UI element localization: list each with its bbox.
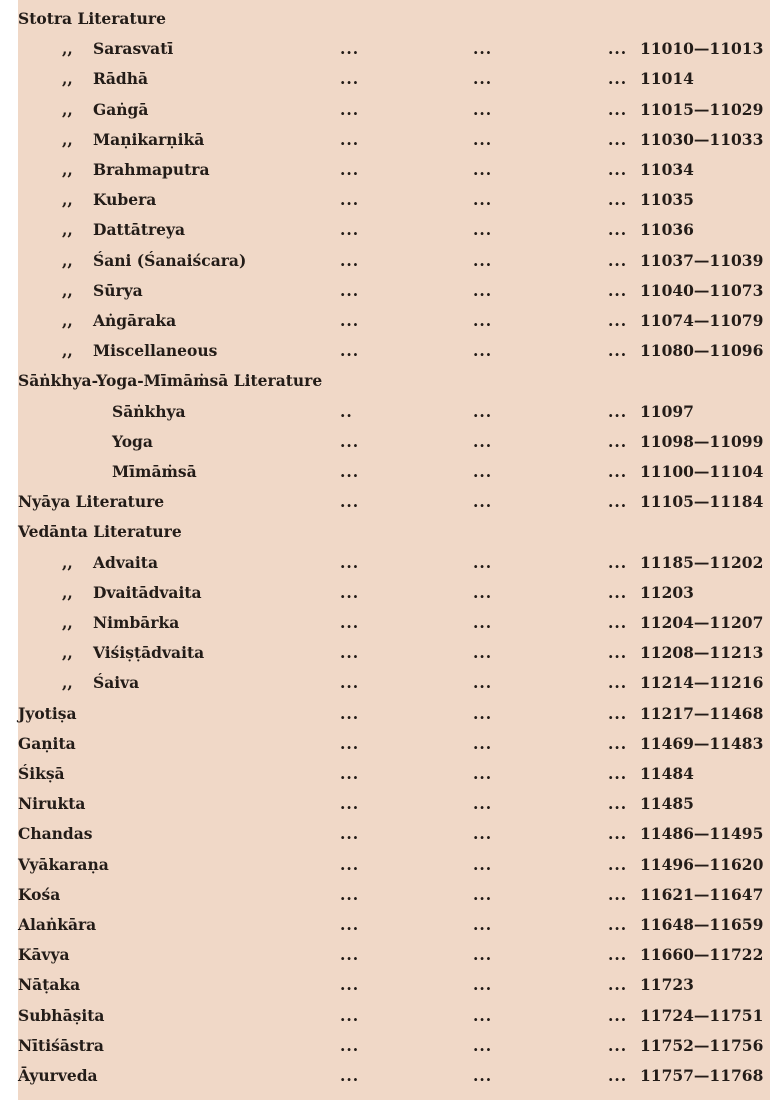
index-row: [18, 880, 770, 910]
leader-dots: ...: [473, 884, 493, 904]
entry-range: 11034: [640, 160, 694, 179]
leader-dots: ...: [340, 764, 360, 783]
leader-dots: ...: [473, 401, 493, 421]
leader-dots: ...: [473, 311, 493, 330]
leader-dots: ...: [340, 552, 360, 572]
ditto-mark: ,,: [62, 311, 73, 330]
leader-dots: ...: [340, 129, 360, 149]
index-row: [18, 759, 770, 789]
ditto-mark: ,,: [62, 69, 73, 89]
leader-dots: ...: [608, 1005, 628, 1025]
leader-dots: ...: [473, 552, 493, 572]
index-row: [18, 125, 770, 155]
index-row: [18, 638, 770, 668]
entry-label: Maṇikarṇikā: [93, 129, 205, 149]
index-row: [18, 215, 770, 245]
leader-dots: ...: [473, 129, 493, 149]
leader-dots: ...: [473, 1005, 493, 1025]
leader-dots: ...: [473, 613, 493, 632]
ditto-mark: ,,: [62, 341, 73, 361]
leader-dots: ...: [608, 99, 628, 119]
leader-dots: ...: [608, 250, 628, 270]
index-row: [18, 95, 770, 125]
ditto-mark: ,,: [62, 39, 73, 59]
index-page: [18, 0, 770, 1100]
entry-label: Gaṅgā: [93, 99, 149, 119]
index-row: [18, 427, 770, 457]
entry-label: Sāṅkhya-Yoga-Mīmāṁsā Literature: [18, 371, 323, 391]
leader-dots: ...: [473, 69, 493, 89]
leader-dots: ...: [473, 39, 493, 59]
leader-dots: ...: [473, 492, 493, 512]
leader-dots: ...: [473, 824, 493, 844]
entry-label: Yoga: [112, 431, 153, 451]
entry-range: 11040—11073: [640, 280, 764, 300]
leader-dots: ...: [473, 280, 493, 300]
leader-dots: ...: [473, 764, 493, 783]
entry-label: Śikṣā: [18, 764, 65, 783]
leader-dots: ...: [608, 462, 628, 481]
leader-dots: ...: [340, 280, 360, 300]
leader-dots: ...: [608, 794, 628, 814]
leader-dots: ...: [608, 190, 628, 210]
ditto-mark: ,,: [62, 129, 73, 149]
leader-dots: ...: [473, 975, 493, 995]
leader-dots: ...: [340, 99, 360, 119]
index-row: [18, 34, 770, 64]
entry-label: Brahmaputra: [93, 160, 210, 179]
index-row: [18, 910, 770, 940]
leader-dots: ...: [340, 462, 360, 481]
entry-label: Chandas: [18, 824, 93, 844]
leader-dots: ...: [340, 69, 360, 89]
leader-dots: ...: [473, 794, 493, 814]
leader-dots: ...: [340, 643, 360, 663]
leader-dots: ...: [340, 1035, 360, 1055]
ditto-mark: ,,: [62, 280, 73, 300]
entry-range: 11723: [640, 975, 694, 995]
entry-label: Nirukta: [18, 794, 86, 814]
leader-dots: ...: [608, 582, 628, 602]
entry-range: 11208—11213: [640, 643, 764, 663]
ditto-mark: ,,: [62, 582, 73, 602]
index-row: [18, 1031, 770, 1061]
index-row: [18, 306, 770, 336]
index-row: [18, 819, 770, 849]
leader-dots: ...: [340, 492, 360, 512]
entry-range: 11014: [640, 69, 694, 89]
entry-label: Kubera: [93, 190, 157, 210]
leader-dots: ...: [608, 492, 628, 512]
entry-label: Nimbārka: [93, 613, 180, 632]
entry-range: 11097: [640, 401, 694, 421]
entry-label: Kośa: [18, 884, 61, 904]
leader-dots: ...: [473, 341, 493, 361]
index-row: [18, 4, 770, 34]
leader-dots: ...: [340, 582, 360, 602]
leader-dots: ...: [340, 341, 360, 361]
leader-dots: ...: [340, 794, 360, 814]
index-row: [18, 850, 770, 880]
leader-dots: ...: [473, 854, 493, 874]
ditto-mark: ,,: [62, 220, 73, 240]
entry-label: Viśiṣṭādvaita: [93, 643, 205, 663]
entry-range: 11469—11483: [640, 733, 764, 753]
leader-dots: ...: [608, 431, 628, 451]
leader-dots: ...: [608, 280, 628, 300]
entry-label: Mīmāṁsā: [112, 462, 197, 481]
entry-range: 11203: [640, 582, 694, 602]
entry-label: Vedānta Literature: [18, 522, 182, 542]
leader-dots: ...: [608, 673, 628, 693]
leader-dots: ...: [340, 220, 360, 240]
entry-label: Vyākaraṇa: [18, 854, 109, 874]
leader-dots: ...: [608, 39, 628, 59]
leader-dots: ...: [608, 854, 628, 874]
leader-dots: ...: [340, 673, 360, 693]
leader-dots: ...: [473, 99, 493, 119]
entry-range: 11752—11756: [640, 1035, 764, 1055]
entry-range: 11185—11202: [640, 552, 764, 572]
entry-label: Śaiva: [93, 673, 140, 693]
entry-range: 11015—11029: [640, 99, 764, 119]
entry-range: 11105—11184: [640, 492, 764, 512]
entry-label: Sāṅkhya: [112, 401, 186, 421]
index-row: [18, 336, 770, 366]
index-row: [18, 699, 770, 729]
index-row: [18, 578, 770, 608]
ditto-mark: ,,: [62, 160, 73, 179]
entry-label: Dvaitādvaita: [93, 582, 202, 602]
leader-dots: ...: [608, 613, 628, 632]
index-row: [18, 185, 770, 215]
leader-dots: ...: [340, 884, 360, 904]
index-row: [18, 457, 770, 487]
index-row: [18, 548, 770, 578]
entry-label: Stotra Literature: [18, 9, 166, 28]
leader-dots: ...: [473, 1066, 493, 1085]
leader-dots: ...: [340, 160, 360, 179]
leader-dots: ...: [473, 945, 493, 965]
ditto-mark: ,,: [62, 552, 73, 572]
entry-label: Nyāya Literature: [18, 492, 165, 512]
leader-dots: ...: [608, 69, 628, 89]
leader-dots: ...: [340, 824, 360, 844]
entry-range: 11485: [640, 794, 694, 814]
leader-dots: ...: [340, 945, 360, 965]
index-row: [18, 246, 770, 276]
leader-dots: ...: [473, 703, 493, 723]
ditto-mark: ,,: [62, 613, 73, 632]
leader-dots: ...: [608, 975, 628, 995]
index-row: [18, 940, 770, 970]
entry-label: Sūrya: [93, 280, 143, 300]
entry-range: 11030—11033: [640, 129, 764, 149]
entry-range: 11080—11096: [640, 341, 764, 361]
leader-dots: ...: [608, 703, 628, 723]
entry-label: Kāvya: [18, 945, 70, 965]
leader-dots: ..: [340, 401, 353, 421]
leader-dots: ...: [608, 401, 628, 421]
ditto-mark: ,,: [62, 99, 73, 119]
index-row: [18, 487, 770, 517]
leader-dots: ...: [340, 975, 360, 995]
leader-dots: ...: [340, 250, 360, 270]
entry-label: Aṅgāraka: [93, 311, 177, 330]
leader-dots: ...: [340, 39, 360, 59]
entry-range: 11660—11722: [640, 945, 764, 965]
entry-range: 11486—11495: [640, 824, 764, 844]
leader-dots: ...: [340, 431, 360, 451]
leader-dots: ...: [608, 884, 628, 904]
index-row: [18, 366, 770, 396]
entry-label: Gaṇita: [18, 733, 76, 753]
entry-label: Subhāṣita: [18, 1005, 105, 1025]
leader-dots: ...: [473, 220, 493, 240]
entry-range: 11035: [640, 190, 694, 210]
index-row: [18, 64, 770, 94]
leader-dots: ...: [608, 945, 628, 965]
entry-range: 11098—11099: [640, 431, 764, 451]
entry-label: Advaita: [93, 552, 159, 572]
index-row: [18, 1061, 770, 1091]
entry-range: 11037—11039: [640, 250, 764, 270]
entry-label: Nītiśāstra: [18, 1035, 104, 1055]
entry-range: 11648—11659: [640, 915, 764, 934]
index-row: [18, 668, 770, 698]
leader-dots: ...: [340, 733, 360, 753]
leader-dots: ...: [608, 311, 628, 330]
entry-range: 11100—11104: [640, 462, 764, 481]
entry-label: Miscellaneous: [93, 341, 218, 361]
leader-dots: ...: [473, 643, 493, 663]
leader-dots: ...: [473, 915, 493, 934]
index-row: [18, 276, 770, 306]
left-margin: [0, 0, 18, 1108]
leader-dots: ...: [473, 190, 493, 210]
entry-label: Dattātreya: [93, 220, 186, 240]
leader-dots: ...: [608, 643, 628, 663]
leader-dots: ...: [608, 764, 628, 783]
leader-dots: ...: [340, 1066, 360, 1085]
entry-range: 11204—11207: [640, 613, 764, 632]
leader-dots: ...: [608, 915, 628, 934]
leader-dots: ...: [473, 250, 493, 270]
entry-range: 11217—11468: [640, 703, 764, 723]
leader-dots: ...: [608, 824, 628, 844]
leader-dots: ...: [608, 220, 628, 240]
leader-dots: ...: [340, 613, 360, 632]
entry-range: 11724—11751: [640, 1005, 764, 1025]
leader-dots: ...: [608, 341, 628, 361]
entry-range: 11621—11647: [640, 884, 764, 904]
leader-dots: ...: [608, 733, 628, 753]
entry-label: Alaṅkāra: [18, 915, 97, 934]
index-row: [18, 608, 770, 638]
index-row: [18, 1001, 770, 1031]
leader-dots: ...: [340, 854, 360, 874]
leader-dots: ...: [340, 311, 360, 330]
index-row: [18, 970, 770, 1000]
entry-range: 11496—11620: [640, 854, 764, 874]
entry-label: Jyotiṣa: [18, 703, 77, 723]
leader-dots: ...: [340, 190, 360, 210]
index-row: [18, 729, 770, 759]
leader-dots: ...: [473, 462, 493, 481]
leader-dots: ...: [608, 552, 628, 572]
leader-dots: ...: [340, 703, 360, 723]
leader-dots: ...: [473, 1035, 493, 1055]
ditto-mark: ,,: [62, 643, 73, 663]
leader-dots: ...: [473, 733, 493, 753]
entry-range: 11484: [640, 764, 694, 783]
leader-dots: ...: [608, 1066, 628, 1085]
leader-dots: ...: [473, 160, 493, 179]
leader-dots: ...: [340, 1005, 360, 1025]
leader-dots: ...: [473, 582, 493, 602]
entry-label: Nāṭaka: [18, 975, 81, 995]
ditto-mark: ,,: [62, 250, 73, 270]
entry-range: 11036: [640, 220, 694, 240]
entry-label: Śani (Śanaiścara): [93, 250, 247, 270]
ditto-mark: ,,: [62, 190, 73, 210]
index-row: [18, 517, 770, 547]
entry-range: 11074—11079: [640, 311, 764, 330]
leader-dots: ...: [473, 431, 493, 451]
entry-label: Sarasvatī: [93, 39, 174, 59]
leader-dots: ...: [608, 129, 628, 149]
ditto-mark: ,,: [62, 673, 73, 693]
entry-label: Āyurveda: [18, 1066, 98, 1085]
leader-dots: ...: [473, 673, 493, 693]
leader-dots: ...: [608, 160, 628, 179]
entry-range: 11757—11768: [640, 1066, 764, 1085]
entry-range: 11010—11013: [640, 39, 764, 59]
index-row: [18, 155, 770, 185]
leader-dots: ...: [608, 1035, 628, 1055]
entry-range: 11214—11216: [640, 673, 764, 693]
leader-dots: ...: [340, 915, 360, 934]
index-row: [18, 397, 770, 427]
index-row: [18, 789, 770, 819]
entry-label: Rādhā: [93, 69, 149, 89]
